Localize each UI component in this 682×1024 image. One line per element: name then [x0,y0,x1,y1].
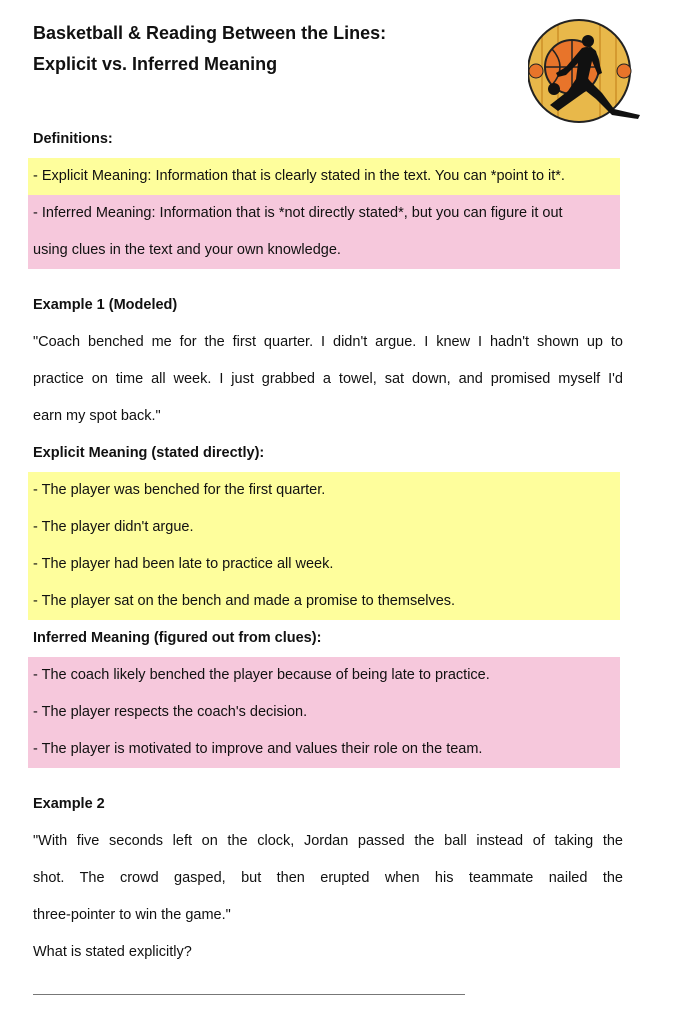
example-1-quote-line: earn my spot back." [33,408,161,424]
definitions-heading: Definitions: [33,131,113,147]
title-line-1: Basketball & Reading Between the Lines: [33,23,387,43]
title-line-2: Explicit vs. Inferred Meaning [33,54,278,74]
page-title [33,18,386,80]
example-1-heading: Example 1 (Modeled) [33,297,178,313]
explicit-meaning-heading: Explicit Meaning (stated directly): [33,445,265,461]
inferred-definition-line-2: using clues in the text and your own knowledge. [33,242,341,258]
explicit-item: - The player didn't argue. [33,519,194,535]
example-2-quote-line: shot. The crowd gasped, but then erupted when his teammate nailed the [33,870,623,886]
example-1-quote-line: "Coach benched me for the first quarter. I didn't argue. I knew I hadn't shown up to [33,334,623,350]
answer-line[interactable] [33,994,465,995]
example-2-quote-line: three-pointer to win the game." [33,907,231,923]
inferred-item: - The player respects the coach's decision. [33,704,308,720]
example-1-quote-line: practice on time all week. I just grabbed a towel, sat down, and promised myself I'd [33,371,623,387]
explicit-item: - The player sat on the bench and made a promise to themselves. [33,593,456,609]
inferred-meaning-heading: Inferred Meaning (figured out from clues): [33,630,322,646]
example-2-question: What is stated explicitly? [33,944,192,960]
explicit-definition: - Explicit Meaning: Information that is clearly stated in the text. You can *point to it*. [33,168,565,184]
basketball-player-dribbling-icon [528,17,640,125]
example-2-heading: Example 2 [33,796,105,812]
inferred-item: - The player is motivated to improve and values their role on the team. [33,741,483,757]
explicit-item: - The player had been late to practice all week. [33,556,334,572]
explicit-item: - The player was benched for the first quarter. [33,482,326,498]
inferred-definition-line-1: - Inferred Meaning: Information that is *not directly stated*, but you can figure it out [33,205,563,221]
inferred-item: - The coach likely benched the player because of being late to practice. [33,667,490,683]
example-2-quote-line: "With five seconds left on the clock, Jordan passed the ball instead of taking the [33,833,623,849]
